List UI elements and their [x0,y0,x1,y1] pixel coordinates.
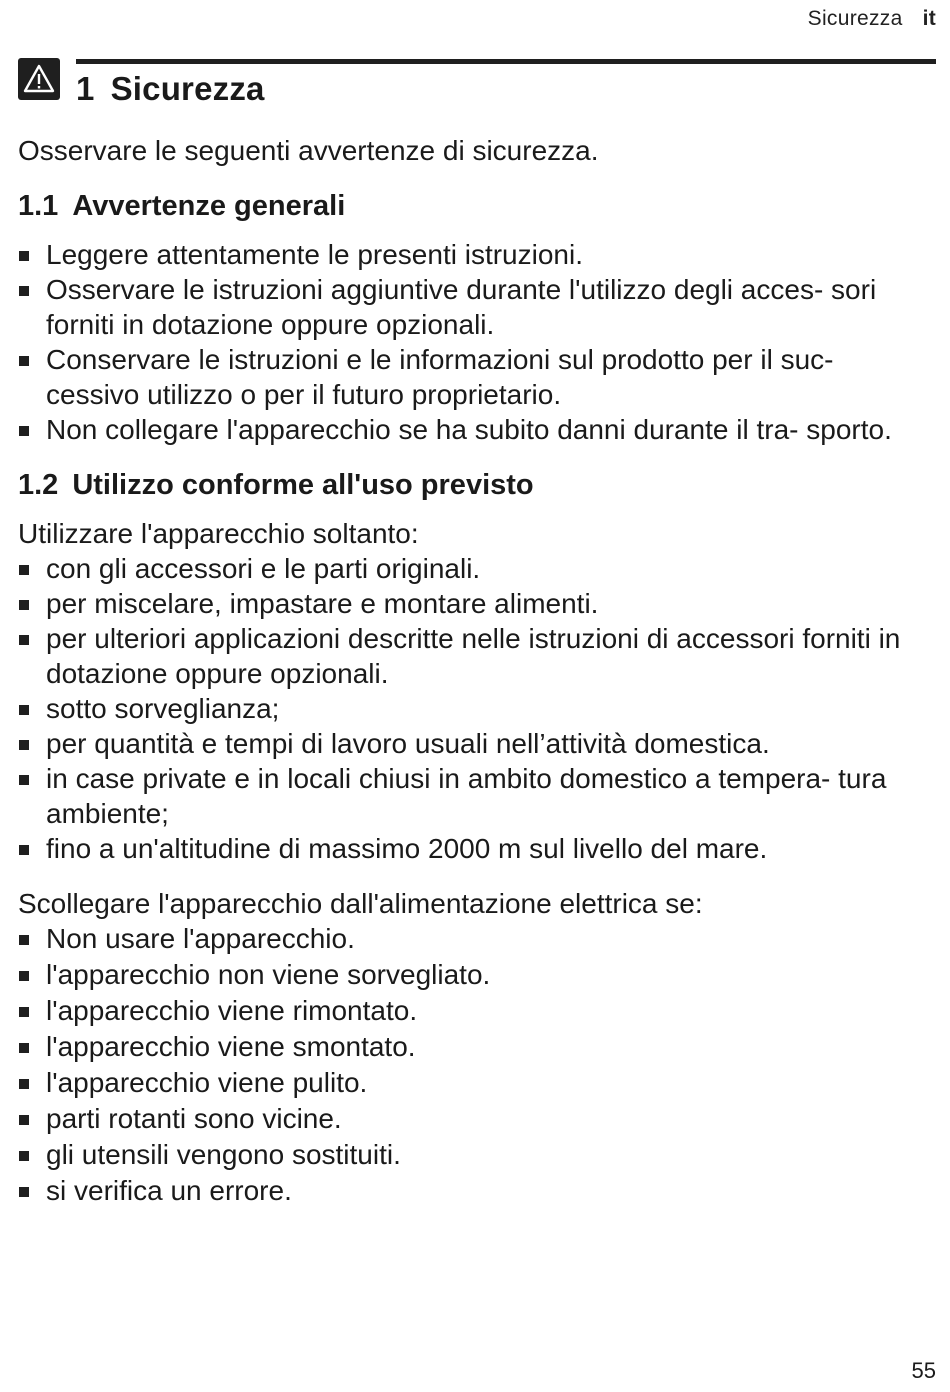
list-item: Non usare l'apparecchio. [18,921,930,957]
intended-use-list [18,551,930,866]
page-number: 55 [911,1358,936,1383]
chapter-title [76,70,265,108]
page-content [18,133,930,1209]
warning-triangle-icon [18,58,60,100]
list-item: fino a un'altitudine di massimo 2000 m sul livello del mare. [18,831,930,866]
section-heading-general [18,186,930,226]
section-title: Avvertenze generali [72,190,346,222]
section-number: 1.1 [18,190,59,222]
section-number: 1.2 [18,469,59,501]
list-item: sotto sorveglianza; [18,691,930,726]
intro-paragraph: Osservare le seguenti avvertenze di sicurezza. [18,135,599,166]
intended-use-lead: Utilizzare l'apparecchio soltanto: [18,518,419,549]
list-item: l'apparecchio non viene sorvegliato. [18,957,930,993]
section-title: Utilizzo conforme all'uso previsto [72,469,534,501]
general-warnings-list [18,237,930,447]
list-item: in case private e in locali chiusi in ambito domestico a tempera- tura ambiente; [18,761,930,831]
list-item: l'apparecchio viene pulito. [18,1065,930,1101]
list-item: Conservare le istruzioni e le informazioni sul prodotto per il suc- cessivo utilizzo o per il futuro proprietario. [18,342,930,412]
section-heading-intended-use [18,465,930,505]
list-item: l'apparecchio viene smontato. [18,1029,930,1065]
disconnect-lead: Scollegare l'apparecchio dall'alimentazione elettrica se: [18,888,703,919]
list-item: gli utensili vengono sostituiti. [18,1137,930,1173]
running-header-section: Sicurezza [807,7,903,30]
list-item: parti rotanti sono vicine. [18,1101,930,1137]
list-item: Osservare le istruzioni aggiuntive durante l'utilizzo degli acces- sori forniti in dotazione oppure opzionali. [18,272,930,342]
language-code: it [922,7,936,30]
list-item: per ulteriori applicazioni descritte nelle istruzioni di accessori forniti in dotazione oppure opzionali. [18,621,930,691]
list-item: si verifica un errore. [18,1173,930,1209]
disconnect-conditions-list [18,921,930,1209]
list-item: l'apparecchio viene rimontato. [18,993,930,1029]
list-item: per miscelare, impastare e montare alimenti. [18,586,930,621]
list-item: Non collegare l'apparecchio se ha subito danni durante il tra- sporto. [18,412,930,447]
chapter-rule [76,59,936,64]
chapter-number: 1 [76,70,95,107]
running-header [808,7,936,31]
list-item: per quantità e tempi di lavoro usuali nell’attività domestica. [18,726,930,761]
list-item: Leggere attentamente le presenti istruzioni. [18,237,930,272]
list-item: con gli accessori e le parti originali. [18,551,930,586]
chapter-title-text: Sicurezza [110,70,265,107]
